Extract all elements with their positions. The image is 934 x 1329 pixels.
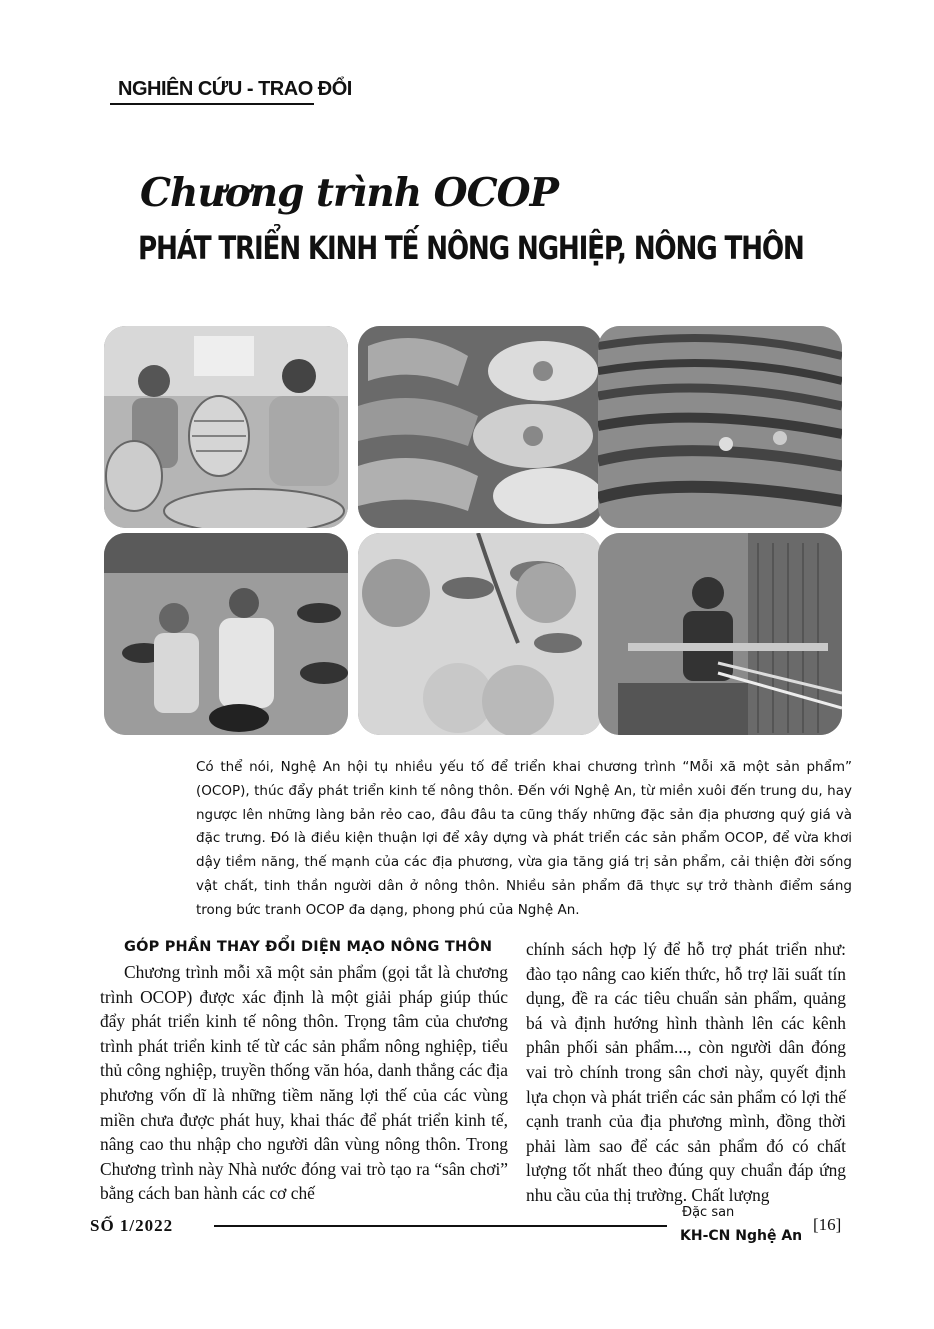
photo-women-jars — [104, 533, 348, 735]
photo-oranges — [358, 533, 602, 735]
publication-name: KH-CN Nghệ An — [680, 1228, 803, 1244]
photo-dried-fish — [358, 326, 602, 528]
section-tag: NGHIÊN CỨU - TRAO ĐỔI — [118, 78, 352, 100]
section-tag-underline — [110, 103, 314, 105]
body-column-right: chính sách hợp lý để hỗ trợ phát triển như: đào tạo nâng cao kiến thức, hỗ trợ lãi suất tín dụng, đề ra các tiêu chuẩn sản phẩm, quảng bá và định hướng hình thành lên các kênh phân phối sản phẩm..., còn người dân đóng vai trò chính trong sân chơi này, quyết định lựa chọn và phát triển các sản phẩm có lợi thế cạnh tranh của địa phương mình, đồng thời phải làm sao để các sản phẩm đó có chất lượng tốt nhất theo đúng quy chuẩn đáp ứng nhu cầu của thị trường. Chất lượng — [526, 939, 846, 1205]
photo-tea-hills — [598, 326, 842, 528]
photo-loom-weaving — [598, 533, 842, 735]
article-title-line1: Chương trình OCOP — [140, 170, 558, 216]
article-lead: Có thể nói, Nghệ An hội tụ nhiều yếu tố để triển khai chương trình “Mỗi xã một sản phẩm” (OCOP), thúc đẩy phát triển kinh tế nông thôn. Đến với Nghệ An, từ miền xuôi đến trung du, hay ngược lên những làng bản rẻo cao, đâu đâu ta cũng thấy những đặc sản địa phương quý giá và đặc trưng. Đó là điều kiện thuận lợi để xây dựng và phát triển các sản phẩm OCOP, để vừa khơi dậy tiềm năng, thế mạnh của các địa phương, vừa gia tăng giá trị sản phẩm, cải thiện đời sống vật chất, tinh thần người dân ở nông thôn. Nhiều sản phẩm đã thực sự trở thành điểm sáng trong bức tranh OCOP đa dạng, phong phú của Nghệ An. — [196, 759, 852, 918]
publication-label: Đặc san — [682, 1205, 735, 1220]
photo-bamboo-weaving — [104, 326, 348, 528]
issue-number: SỐ 1/2022 — [90, 1216, 174, 1235]
footer-rule — [214, 1225, 667, 1227]
body-column-left: Chương trình mỗi xã một sản phẩm (gọi tắt là chương trình OCOP) được xác định là một giải pháp giúp thúc đẩy phát triển kinh tế nông thôn. Trọng tâm của chương trình phát triển kinh tế từ các sản phẩm nông nghiệp, tiểu thủ công nghiệp, truyền thống văn hóa, danh thắng các địa phương vốn dĩ là những tiềm năng lợi thế của các vùng miền chưa được phát huy, khai thác để phát triển kinh tế, nâng cao thu nhập cho người dân vùng nông thôn. Trong Chương trình này Nhà nước đóng vai trò tạo ra “sân chơi” bằng cách ban hành các cơ chế — [100, 962, 508, 1204]
article-title-line2: PHÁT TRIỂN KINH TẾ NÔNG NGHIỆP, NÔNG THÔN — [138, 229, 804, 267]
page-number: [16] — [813, 1215, 842, 1234]
section-heading: GÓP PHẦN THAY ĐỔI DIỆN MẠO NÔNG THÔN — [124, 939, 493, 955]
